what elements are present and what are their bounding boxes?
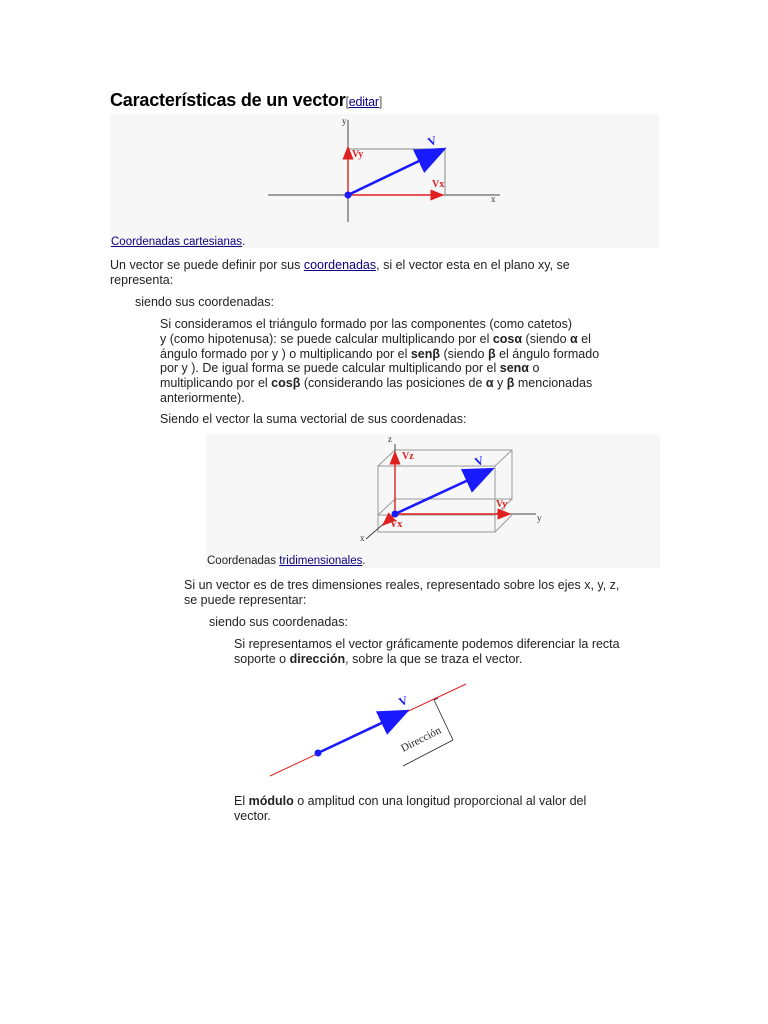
t3a: ángulo formado por y ) o multiplicando por el <box>160 346 411 361</box>
t3d: β <box>487 346 496 361</box>
m1c: o amplitud con una longitud proporcional al valor del <box>293 794 587 808</box>
d2b: dirección <box>289 651 346 666</box>
t4a: por y ). De igual forma se puede calcular multiplicando por el <box>160 361 500 376</box>
definition-line-1 <box>110 258 670 273</box>
figure-3d <box>206 434 660 568</box>
label-v: V <box>425 132 439 150</box>
v-arrow-3d <box>395 470 490 514</box>
triangulo-line-6: anteriormente). <box>160 390 245 405</box>
label-vz: Vz <box>402 451 414 462</box>
direccion-line-1: Si representamos el vector gráficamente podemos diferenciar la recta <box>234 637 620 651</box>
origin-point-3d <box>392 511 399 518</box>
paragraph-suma: Siendo el vector la suma vectorial de sus coordenadas: <box>160 412 467 426</box>
triangulo-line-1: Si consideramos el triángulo formado por las componentes (como catetos) <box>160 317 573 331</box>
tres-dim-line-2: se puede representar: <box>184 592 307 607</box>
v-arrow-direction <box>318 712 405 753</box>
three-d-diagram <box>206 434 660 568</box>
paragraph-definition <box>110 258 670 288</box>
modulo-line-1 <box>234 794 694 809</box>
t4c: o <box>529 361 540 376</box>
modulo-line-2: vector. <box>234 808 271 823</box>
t3e: el ángulo formado <box>495 346 600 361</box>
label-v-direction: V <box>396 692 410 710</box>
d2a: soporte o <box>234 651 290 666</box>
m1a: El <box>234 794 249 808</box>
figure-direccion <box>260 678 480 783</box>
definition-text: Un vector se puede definir por sus <box>110 258 304 272</box>
tres-dim-line-1: Si un vector es de tres dimensiones reales, representado sobre los ejes x, y, z, <box>184 578 620 592</box>
label-vy-3d: Vy <box>496 499 508 510</box>
t5g: mencionadas <box>514 376 593 391</box>
section-heading <box>110 90 382 111</box>
caption2-suffix: . <box>362 555 366 567</box>
t5d: α <box>485 376 494 391</box>
triangulo-line-3 <box>160 347 680 362</box>
t3b: senβ <box>410 346 441 361</box>
triangulo-line-5 <box>160 376 680 391</box>
axis-z-label: z <box>388 434 392 444</box>
paragraph-modulo <box>234 794 694 824</box>
t5c: (considerando las posiciones de <box>300 376 486 391</box>
paragraph-triangulo <box>160 317 680 406</box>
triangulo-line-4 <box>160 361 680 376</box>
definition-line-2: representa: <box>110 272 174 287</box>
caption-link-cartesianas[interactable]: Coordenadas cartesianas <box>111 236 243 248</box>
triangulo-line-2 <box>160 332 680 347</box>
caption-suffix: . <box>242 236 246 248</box>
label-vy: Vy <box>352 149 364 160</box>
caption-link-tridimensionales[interactable]: tridimensionales <box>279 555 363 567</box>
t3c: (siendo <box>440 346 488 361</box>
label-vx: Vx <box>432 179 445 190</box>
edit-bracket-close: ] <box>378 95 383 109</box>
t2e: el <box>577 331 591 346</box>
axis-x-label-3d: x <box>360 533 365 543</box>
origin-point <box>345 192 352 199</box>
figure-cartesian <box>110 114 659 248</box>
t2a: y (como hipotenusa): se puede calcular multiplicando por el <box>160 331 493 346</box>
t5b: cosβ <box>271 376 301 391</box>
t5a: multiplicando por el <box>160 376 272 391</box>
axis-y-label-3d: y <box>537 513 542 523</box>
siendo-coordenadas-1: siendo sus coordenadas: <box>135 295 274 309</box>
t2c: (siendo <box>522 331 571 346</box>
d2c: , sobre la que se traza el vector. <box>345 651 523 666</box>
paragraph-direccion <box>234 637 694 667</box>
direccion-line-2 <box>234 652 694 667</box>
t2b: cosα <box>492 331 523 346</box>
paragraph-tres-dimensiones <box>184 578 684 608</box>
label-v-3d: V <box>472 452 486 470</box>
axis-y-label: y <box>342 116 347 126</box>
label-vx-3d: Vx <box>390 519 403 530</box>
direction-diagram <box>260 678 480 783</box>
t5f: β <box>506 376 515 391</box>
definition-suffix: , si el vector esta en el plano xy, se <box>376 258 570 272</box>
label-direccion: Dirección <box>399 724 444 755</box>
caption2-prefix: Coordenadas <box>207 555 280 567</box>
coordenadas-link[interactable]: coordenadas <box>303 258 377 272</box>
edit-link[interactable]: editar <box>348 95 379 109</box>
figure2-caption <box>207 554 366 569</box>
t2d: α <box>570 331 578 346</box>
siendo-coordenadas-2: siendo sus coordenadas: <box>209 615 348 629</box>
axis-x-label: x <box>491 194 496 204</box>
edit-bracket-open: [ <box>345 95 349 109</box>
cartesian-diagram <box>110 114 659 248</box>
section-title: Características de un vector <box>110 90 346 110</box>
m1b: módulo <box>248 794 294 808</box>
t5e: y <box>493 376 507 391</box>
start-point <box>315 750 322 757</box>
t4b: senα <box>499 361 529 376</box>
figure1-caption <box>111 235 245 250</box>
